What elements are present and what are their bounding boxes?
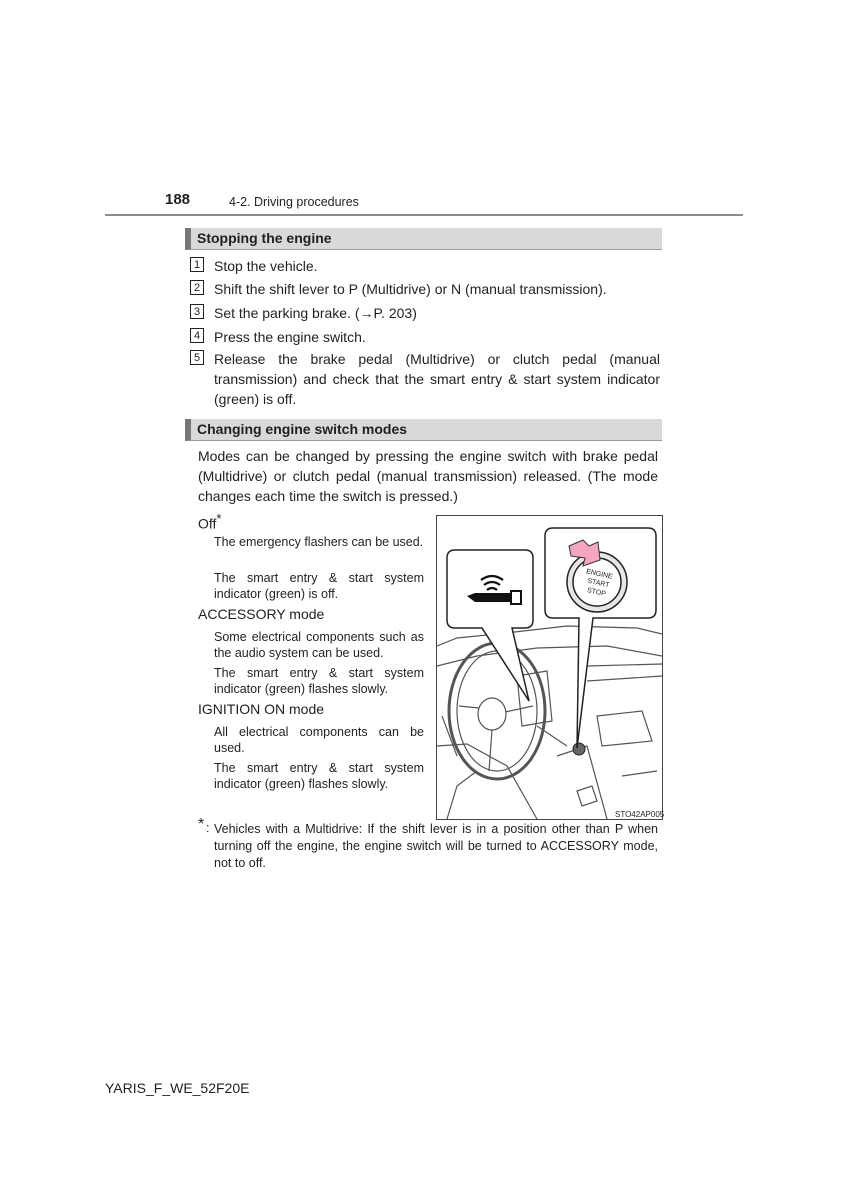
section-heading-stopping: Stopping the engine bbox=[185, 228, 662, 250]
step-text: Stop the vehicle. bbox=[214, 258, 318, 274]
step-text: Set the parking brake. (→P. 203) bbox=[214, 305, 417, 321]
step-text: Shift the shift lever to P (Multidrive) or N (manual transmission). bbox=[214, 281, 607, 297]
footnote-marker: * bbox=[198, 816, 205, 833]
figure-code: STO42AP005 bbox=[615, 810, 665, 819]
footnote-colon: : bbox=[206, 821, 210, 835]
mode-ignition-desc-2: The smart entry & start system indicator (green) flashes slowly. bbox=[214, 761, 424, 791]
dashboard-drawing bbox=[437, 516, 665, 819]
step-2 bbox=[190, 279, 660, 299]
step-number: 1 bbox=[190, 257, 204, 272]
engine-switch-illustration bbox=[436, 515, 663, 820]
mode-accessory-desc-1: Some electrical components such as the audio system can be used. bbox=[214, 630, 424, 660]
step-5 bbox=[190, 349, 660, 409]
step-number: 5 bbox=[190, 350, 204, 365]
button-label-start: START bbox=[586, 577, 610, 590]
mode-off-desc-1: The emergency flashers can be used. bbox=[214, 535, 424, 549]
header-divider bbox=[105, 214, 743, 216]
section-heading-modes: Changing engine switch modes bbox=[185, 419, 662, 441]
step-4 bbox=[190, 327, 660, 347]
section-breadcrumb: 4-2. Driving procedures bbox=[229, 195, 359, 209]
step-1 bbox=[190, 256, 660, 276]
step-text: Release the brake pedal (Multidrive) or clutch pedal (manual transmission) and check that the smart entry & start system indicator (green) is off. bbox=[214, 351, 660, 407]
mode-off-title: Off* bbox=[198, 511, 222, 532]
modes-intro: Modes can be changed by pressing the engine switch with brake pedal (Multidrive) or clutch pedal (manual transmission) released. (The mode changes each time the switch is pressed.) bbox=[198, 448, 658, 504]
button-label-engine: ENGINE bbox=[585, 568, 614, 581]
step-number: 3 bbox=[190, 304, 204, 319]
mode-ignition-title: IGNITION ON mode bbox=[198, 701, 325, 717]
button-label-stop: STOP bbox=[586, 587, 607, 598]
footnote-marker: * bbox=[216, 511, 222, 526]
document-code: YARIS_F_WE_52F20E bbox=[105, 1080, 250, 1096]
mode-accessory-title: ACCESSORY mode bbox=[198, 606, 325, 622]
footnote-text: Vehicles with a Multidrive: If the shift lever is in a position other than P when turning off the engine, the engine switch will be turned to ACCESSORY mode, not to off. bbox=[214, 822, 658, 870]
step-number: 2 bbox=[190, 280, 204, 295]
mode-accessory-desc-2: The smart entry & start system indicator (green) flashes slowly. bbox=[214, 666, 424, 696]
mode-ignition-desc-1: All electrical components can be used. bbox=[214, 725, 424, 755]
step-text: Press the engine switch. bbox=[214, 329, 366, 345]
page-number: 188 bbox=[165, 191, 191, 208]
mode-off-desc-2: The smart entry & start system indicator (green) is off. bbox=[214, 571, 424, 601]
step-number: 4 bbox=[190, 328, 204, 343]
step-3 bbox=[190, 303, 660, 323]
